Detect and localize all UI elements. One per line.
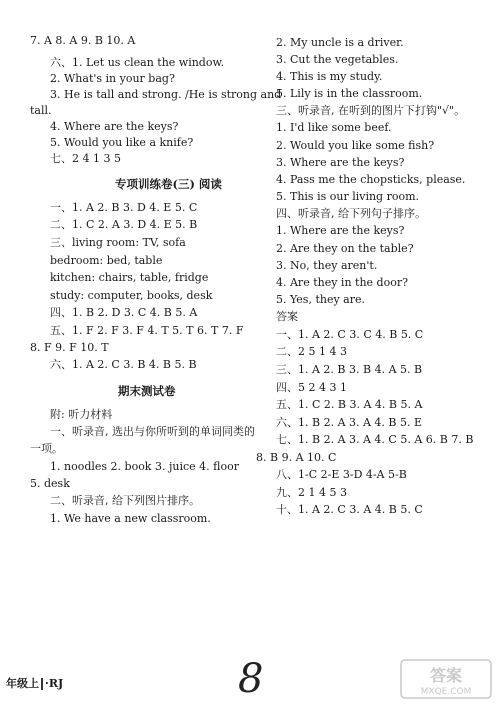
- left-line-11: 三、living room: TV, sofa: [50, 236, 186, 249]
- left-line-26: 1. We have a new classroom.: [50, 512, 211, 525]
- right-line-24: 8. B 9. A 10. C: [256, 451, 337, 464]
- left-line-21: 一、听录音, 选出与你所听到的单词同类的: [50, 425, 255, 438]
- right-line-25: 八、1-C 2-E 3-D 4-A 5-B: [276, 468, 407, 481]
- left-line-9: 一、1. A 2. B 3. D 4. E 5. C: [50, 201, 198, 214]
- left-line-24: 5. desk: [30, 477, 70, 490]
- watermark-logo: [400, 659, 492, 699]
- right-line-27: 十、1. A 2. C 3. A 4. B 5. C: [276, 503, 423, 516]
- right-line-7: 3. Where are the keys?: [276, 156, 405, 169]
- left-line-23: 1. noodles 2. book 3. juice 4. floor: [50, 460, 239, 473]
- left-line-13: kitchen: chairs, table, fridge: [50, 271, 209, 284]
- right-line-11: 1. Where are the keys?: [276, 224, 405, 237]
- right-line-15: 5. Yes, they are.: [276, 293, 365, 306]
- left-line-6: 5. Would you like a knife?: [50, 136, 194, 149]
- right-line-10: 四、听录音, 给下列句子排序。: [276, 207, 426, 220]
- page-number: 8: [238, 656, 264, 702]
- left-line-16: 五、1. F 2. F 3. F 4. T 5. T 6. T 7. F: [50, 324, 244, 337]
- right-line-9: 5. This is our living room.: [276, 190, 420, 203]
- left-line-5: 4. Where are the keys?: [50, 120, 179, 133]
- right-line-2: 4. This is my study.: [276, 70, 383, 83]
- left-line-0: 7. A 8. A 9. B 10. A: [30, 34, 136, 47]
- svg-text:答案: 答案: [429, 666, 463, 685]
- right-line-3: 5. Lily is in the classroom.: [276, 87, 423, 100]
- right-line-6: 2. Would you like some fish?: [276, 139, 435, 152]
- left-line-20: 附: 听力材料: [50, 408, 113, 421]
- right-line-22: 六、1. B 2. A 3. A 4. B 5. E: [276, 416, 423, 429]
- left-line-1: 六、1. Let us clean the window.: [50, 56, 225, 69]
- footer-grade: 年级上 ·RJ: [6, 677, 64, 690]
- left-line-7: 七、2 4 1 3 5: [50, 152, 121, 165]
- left-line-3: 3. He is tall and strong. /He is strong and: [50, 88, 282, 101]
- right-line-4: 三、听录音, 在听到的图片下打钩"√"。: [276, 104, 466, 117]
- right-line-1: 3. Cut the vegetables.: [276, 53, 399, 66]
- right-line-5: 1. I'd like some beef.: [276, 121, 392, 134]
- right-line-19: 三、1. A 2. B 3. B 4. A 5. B: [276, 363, 423, 376]
- right-line-12: 2. Are they on the table?: [276, 242, 414, 255]
- right-line-13: 3. No, they aren't.: [276, 259, 378, 272]
- right-line-8: 4. Pass me the chopsticks, please.: [276, 173, 466, 186]
- svg-text:MXQE.COM: MXQE.COM: [420, 687, 472, 697]
- right-line-23: 七、1. B 2. A 3. A 4. C 5. A 6. B 7. B: [276, 433, 474, 446]
- left-line-4: tall.: [30, 104, 52, 117]
- right-line-16: 答案: [276, 310, 298, 323]
- right-line-0: 2. My uncle is a driver.: [276, 36, 404, 49]
- right-line-21: 五、1. C 2. B 3. A 4. B 5. A: [276, 398, 423, 411]
- left-line-25: 二、听录音, 给下列图片排序。: [50, 494, 200, 507]
- left-line-14: study: computer, books, desk: [50, 289, 213, 302]
- right-line-17: 一、1. A 2. C 3. C 4. B 5. C: [276, 328, 424, 341]
- right-line-26: 九、2 1 4 5 3: [276, 486, 347, 499]
- left-line-8: 专项训练卷(三) 阅读: [115, 177, 222, 191]
- left-line-12: bedroom: bed, table: [50, 254, 163, 267]
- right-line-18: 二、2 5 1 4 3: [276, 345, 347, 358]
- left-line-10: 二、1. C 2. A 3. D 4. E 5. B: [50, 218, 198, 231]
- left-line-15: 四、1. B 2. D 3. C 4. B 5. A: [50, 306, 198, 319]
- right-line-20: 四、5 2 4 3 1: [276, 381, 347, 394]
- left-line-19: 期末测试卷: [118, 384, 176, 398]
- left-line-2: 2. What's in your bag?: [50, 72, 175, 85]
- left-line-17: 8. F 9. F 10. T: [30, 341, 109, 354]
- left-line-22: 一项。: [30, 442, 63, 455]
- right-line-14: 4. Are they in the door?: [276, 276, 408, 289]
- left-line-18: 六、1. A 2. C 3. B 4. B 5. B: [50, 358, 197, 371]
